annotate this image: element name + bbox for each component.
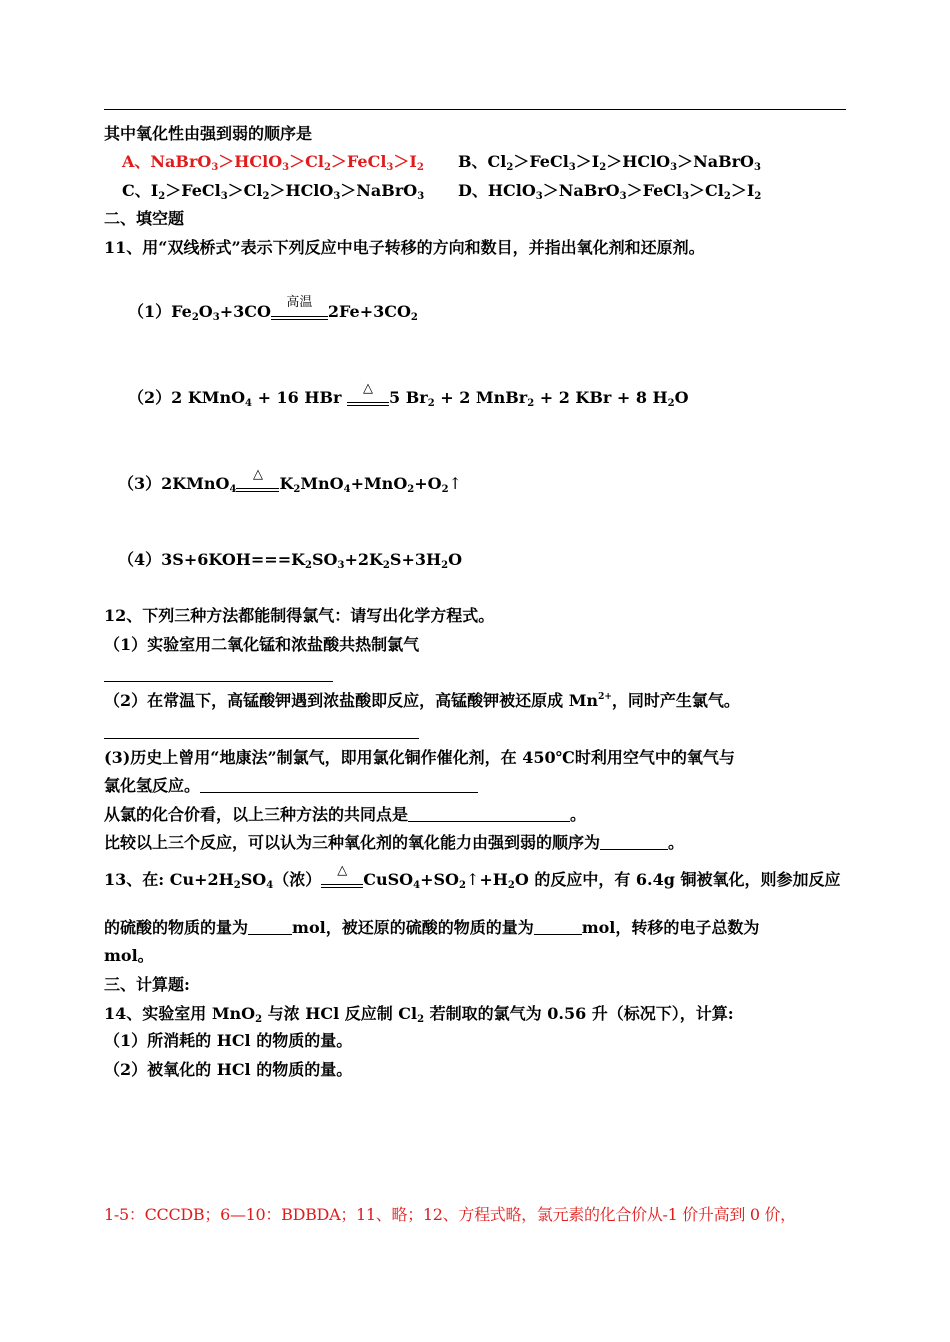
answer-key: 1-5：CCCDB；6—10：BDBDA；11、略；12、方程式略，氯元素的化合价从-1 价升高到 0 价， — [104, 1205, 796, 1224]
fill-blank — [248, 918, 292, 935]
q12-part2: （2）在常温下，高锰酸钾遇到浓盐酸即反应，高锰酸钾被还原成 $Mn^{2+}$，同时产生氯气。 — [104, 691, 740, 710]
fill-blank — [200, 776, 478, 793]
q11-stem: 11、用“双线桥式”表示下列反应中电子转移的方向和数目，并指出氧化剂和还原剂。 — [104, 238, 705, 257]
q13-line2: 的硫酸的物质的量为 mol，被还原的硫酸的物质的量为 mol，转移的电子总数为 — [104, 918, 760, 937]
condition-heat: △ — [347, 388, 389, 408]
q11-eq2: （2）2 KMnO$_4$ + 16 HBr △ 5 $Br_2 + 2$ MnBr$_2$ + 2 KBr + 8 $H_2O$ — [128, 381, 689, 409]
q10-option-a: A、$NaBrO_3>HClO_3>Cl_2>FeCl_3>I_2$ — [122, 152, 424, 173]
q11-eq4: $(4)3S+6KOH===K_2SO_3+2K_2S+3H_2O$ — [118, 550, 463, 571]
section-3-heading: 三、计算题: — [104, 975, 190, 994]
q12-part3-line1: (3)历史上曾用“地康法”制氯气，即用氯化铜作催化剂，在 450℃时利用空气中的氧气与 — [104, 748, 735, 767]
answer-line — [104, 681, 333, 682]
q10-option-b: B、$Cl_2>FeCl_3>I_2>HClO_3>NaBrO_3$ — [458, 152, 761, 173]
q10-option-c: C、$I_2>FeCl_3>Cl_2>HClO_3>NaBrO_3$ — [122, 181, 425, 202]
fill-blank — [534, 918, 582, 935]
q11-eq3: （3）2KMnO$_4$ △ $K_2MnO_4+MnO_2+O_2↑$ — [118, 467, 462, 495]
condition-high-temp: 高温 — [271, 302, 328, 322]
q13-line3: mol。 — [104, 946, 154, 965]
header-rule — [104, 109, 846, 110]
answer-line — [104, 738, 419, 739]
q10-stem: 其中氧化性由强到弱的顺序是 — [104, 124, 313, 143]
q12-part1: （1）实验室用二氧化锰和浓盐酸共热制氯气 — [104, 635, 420, 654]
q14-part2: （2）被氧化的 HCl 的物质的量。 — [104, 1060, 353, 1079]
condition-heat: △ — [236, 474, 279, 494]
q12-common-point: 从氯的化合价看，以上三种方法的共同点是 。 — [104, 805, 587, 824]
fill-blank — [408, 805, 570, 822]
q14-stem: 14、实验室用 MnO$_2$ 与浓 HCl 反应制 $Cl_2$ 若制取的氯气为 0.56 升（标况下），计算: — [104, 1004, 734, 1025]
fill-blank — [600, 833, 668, 850]
q12-order: 比较以上三个反应，可以认为三种氧化剂的氧化能力由强到弱的顺序为 。 — [104, 833, 685, 852]
q12-stem: 12、下列三种方法都能制得氯气：请写出化学方程式。 — [104, 606, 495, 625]
q11-eq1: $(1)Fe_2O_3+3CO$ 高温 $2Fe+3CO_2$ — [128, 295, 418, 323]
q13-line1: 13、在: $Cu+2H_2SO_4$（浓） △ $CuSO_4+SO_2↑+H_2O$ 的反应中，有 6.4g 铜被氧化，则参加反应 — [104, 863, 841, 891]
section-2-heading: 二、填空题 — [104, 209, 185, 228]
q10-option-d: D、$HClO_3>NaBrO_3>FeCl_3>Cl_2>I_2$ — [458, 181, 762, 202]
q14-part1: （1）所消耗的 HCl 的物质的量。 — [104, 1031, 353, 1050]
q12-part3-line2: 氯化氢反应。 — [104, 776, 478, 796]
condition-heat: △ — [321, 870, 363, 890]
